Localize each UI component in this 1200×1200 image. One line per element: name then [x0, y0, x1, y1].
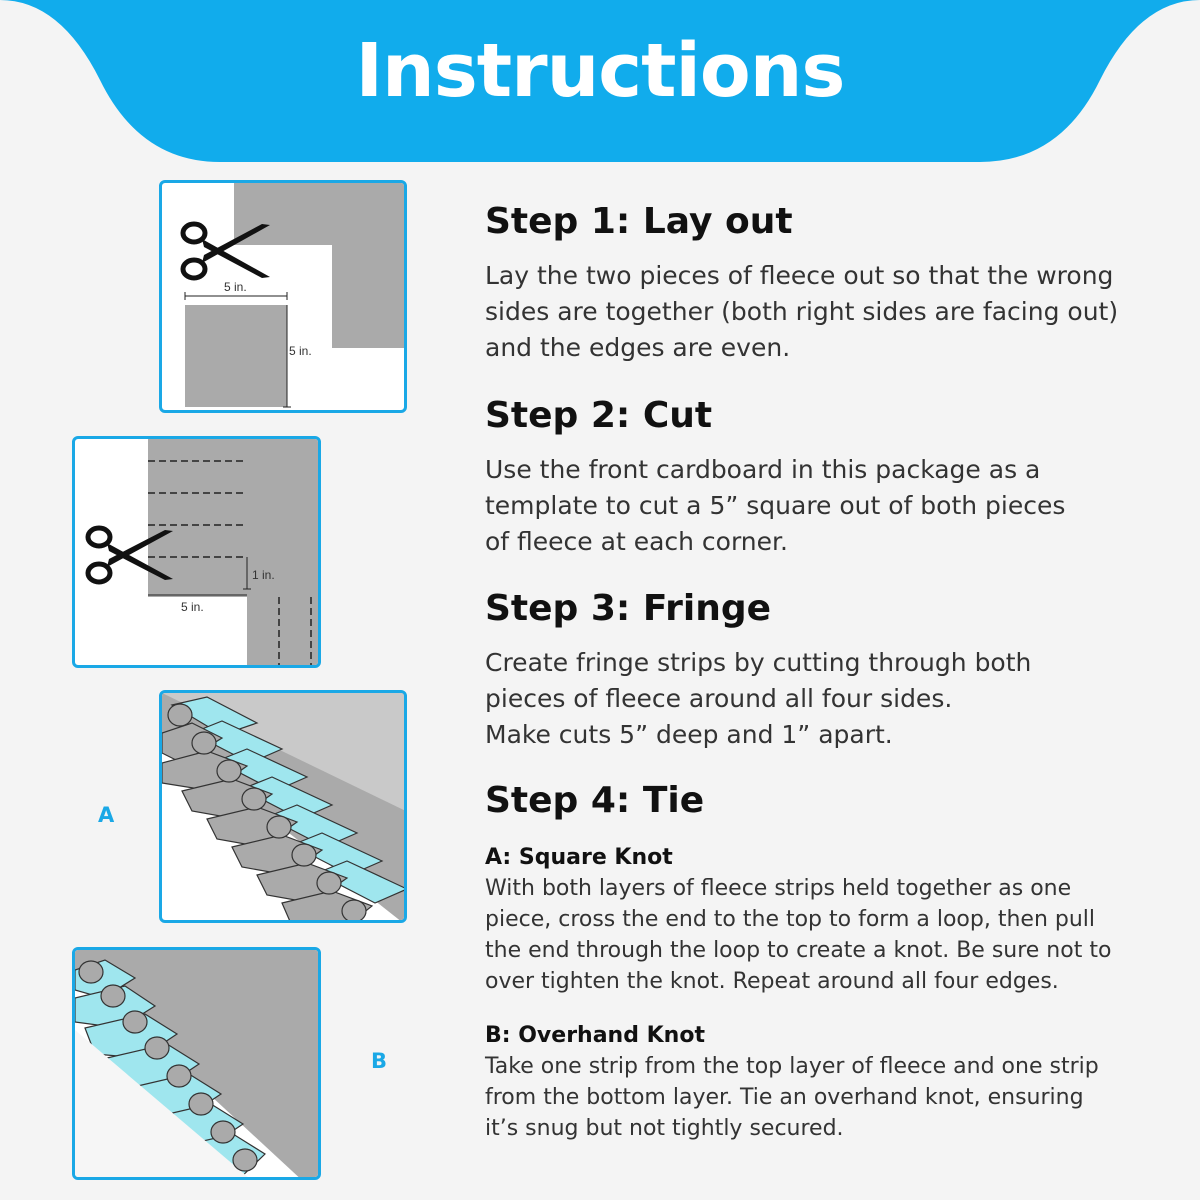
width-label: 5 in. — [224, 280, 247, 294]
step-2 — [485, 396, 1175, 560]
step2-illustration — [72, 436, 321, 668]
step-4 — [485, 781, 1175, 1144]
scissors-icon — [183, 224, 270, 278]
cut-square — [185, 305, 287, 407]
step-1 — [485, 202, 1175, 366]
step-2-title: Step 2: Cut — [485, 395, 713, 436]
square-knot-illustration — [159, 690, 407, 923]
header-banner — [0, 0, 1200, 162]
step-1-title: Step 1: Lay out — [485, 201, 793, 242]
step-2-body: Use the front cardboard in this package as a template to cut a 5” square out of both pieces of fleece at each corner. — [485, 454, 1066, 556]
fringe-width-label: 1 in. — [252, 568, 275, 582]
square-knot-title: A: Square Knot — [485, 844, 673, 870]
overhand-knot-title: B: Overhand Knot — [485, 1022, 705, 1048]
step1-illustration — [159, 180, 407, 413]
overhand-knot-illustration — [72, 947, 321, 1180]
page-title: Instructions — [355, 28, 845, 114]
overhand-knot-body: Take one strip from the top layer of fleece and one strip from the bottom layer. Tie an overhand knot, ensuring it’s snug but not tightly secured. — [485, 1053, 1099, 1141]
label-a: A — [98, 803, 115, 827]
step-3-title: Step 3: Fringe — [485, 588, 772, 629]
label-b: B — [371, 1049, 388, 1073]
step-3-body: Create fringe strips by cutting through both pieces of fleece around all four sides. Make cuts 5” deep and 1” apart. — [485, 647, 1032, 749]
step-1-body: Lay the two pieces of fleece out so that the wrong sides are together (both right sides are facing out) and the edges are even. — [485, 260, 1119, 362]
step-3 — [485, 589, 1175, 753]
step-4-title: Step 4: Tie — [485, 780, 705, 821]
square-knot-body: With both layers of fleece strips held together as one piece, cross the end to the top to form a loop, then pull the end through the loop to create a knot. Be sure not to over tighten the knot. Repeat around all four edges. — [485, 875, 1112, 994]
fringe-depth-label: 5 in. — [181, 600, 204, 614]
fleece-corner — [148, 439, 321, 668]
height-label: 5 in. — [289, 344, 312, 358]
